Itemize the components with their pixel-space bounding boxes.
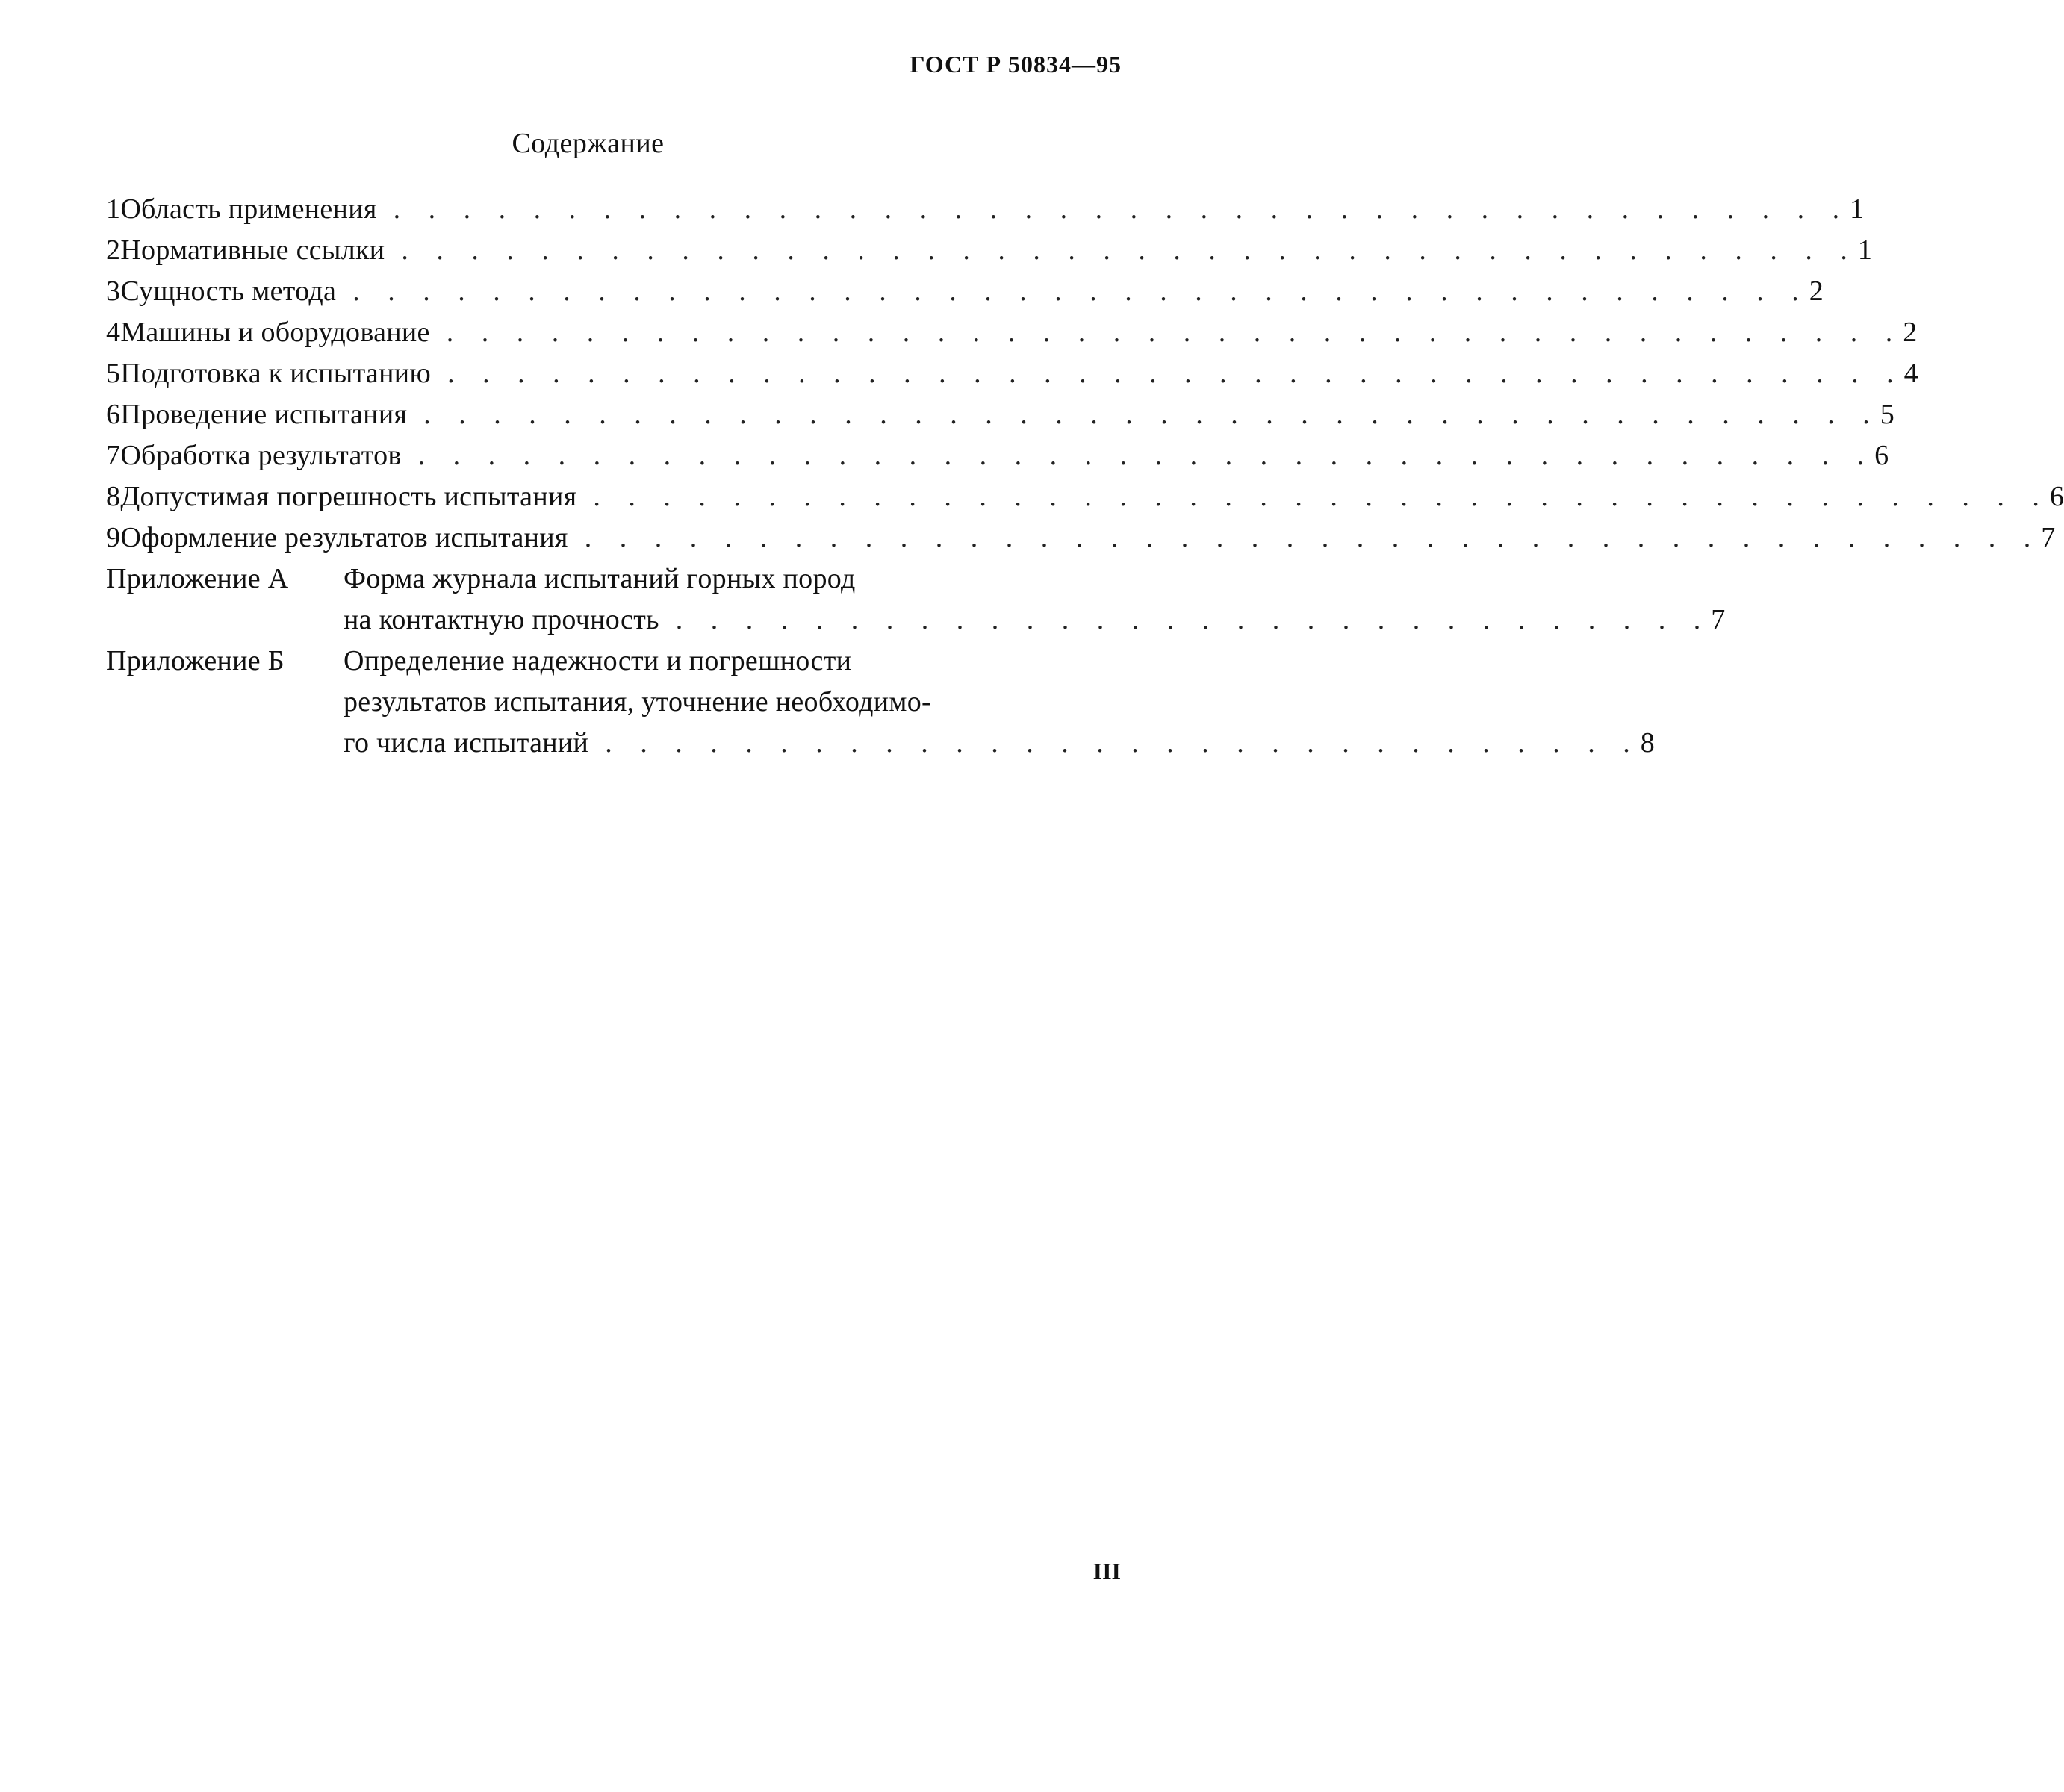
table-of-contents bbox=[106, 193, 2064, 768]
toc-entry[interactable] bbox=[106, 193, 1865, 234]
toc-leader-dots: . . . . . . . . . . . . . . . . . . . . . . . . . . . . . . . . . . . . . . . . . . bbox=[446, 317, 1903, 348]
appendix-line bbox=[344, 603, 1726, 644]
toc-entry-number: 2 bbox=[106, 234, 121, 266]
toc-entry[interactable] bbox=[106, 480, 2064, 521]
toc-entry[interactable] bbox=[106, 521, 2056, 562]
toc-entry-page: 7 bbox=[1711, 604, 1726, 635]
toc-entry[interactable] bbox=[106, 439, 1889, 480]
toc-appendix-entry[interactable] bbox=[106, 644, 1656, 768]
toc-entry[interactable] bbox=[106, 357, 1918, 398]
toc-entry-page: 6 bbox=[2049, 481, 2064, 512]
toc-entry-page: 6 bbox=[1874, 440, 1889, 471]
standard-code: ГОСТ Р 50834—95 bbox=[910, 51, 1122, 78]
toc-entry[interactable] bbox=[106, 275, 1824, 316]
toc-entry-label: Сущность метода bbox=[120, 276, 337, 307]
toc-entry-label: Оформление результатов испытания bbox=[120, 522, 568, 553]
toc-leader-dots: . . . . . . . . . . . . . . . . . . . . . . . . . . . . . . . . . . . . . . . . . . bbox=[401, 234, 1858, 266]
appendix-line bbox=[344, 727, 1655, 768]
toc-entry-page: 1 bbox=[1857, 234, 1873, 266]
toc-leader-dots: . . . . . . . . . . . . . . . . . . . . . . . . . . . . . . . . . . . . . . . . . . bbox=[352, 276, 1809, 307]
toc-entry-page: 4 bbox=[1903, 358, 1918, 389]
toc-entry-label: Машины и оборудование bbox=[120, 317, 430, 348]
toc-leader-dots: . . . . . . . . . . . . . . . . . . . . . . . . . . . . . . . . . . . . . . . . . . bbox=[584, 522, 2042, 553]
toc-entry-number: 4 bbox=[106, 317, 121, 348]
toc-entry[interactable] bbox=[106, 316, 1918, 357]
toc-entry-page: 2 bbox=[1809, 276, 1824, 307]
appendix-prefix: Приложение Б bbox=[106, 645, 285, 676]
appendix-line-text: Форма журнала испытаний горных пород bbox=[344, 563, 856, 594]
toc-entry-number: 3 bbox=[106, 276, 121, 307]
toc-entry-number: 9 bbox=[106, 522, 121, 553]
toc-leader-dots: . . . . . . . . . . . . . . . . . . . . . . . . . . . . . . . . . . . . . . . . . . bbox=[417, 440, 1875, 471]
toc-entry-number: 6 bbox=[106, 399, 121, 430]
appendix-line-text: результатов испытания, уточнение необходимо- bbox=[344, 686, 931, 718]
appendix-line bbox=[344, 685, 1655, 727]
toc-entry-number: 7 bbox=[106, 440, 121, 471]
page-number: III bbox=[1092, 1558, 1121, 1584]
toc-leader-dots: . . . . . . . . . . . . . . . . . . . . . . . . . . . . . . . . . . . . . . . . . . bbox=[447, 358, 1904, 389]
appendix-prefix: Приложение А bbox=[106, 563, 289, 594]
toc-entry-number: 5 bbox=[106, 358, 121, 389]
appendix-body bbox=[344, 562, 1726, 644]
toc-entry-label: Область применения bbox=[120, 193, 377, 225]
appendix-line-text: на контактную прочность bbox=[344, 604, 659, 635]
toc-entry-page: 7 bbox=[2041, 522, 2056, 553]
toc-entry-page: 8 bbox=[1640, 727, 1656, 759]
appendix-line-text: Определение надежности и погрешности bbox=[344, 645, 852, 676]
toc-entry-page: 5 bbox=[1880, 399, 1895, 430]
toc-leader-dots: . . . . . . . . . . . . . . . . . . . . . . . . . . . . . . bbox=[605, 727, 1641, 759]
toc-entry[interactable] bbox=[106, 398, 1895, 439]
toc-leader-dots: . . . . . . . . . . . . . . . . . . . . . . . . . . . . . . . . . . . . . . . . . . bbox=[593, 481, 2050, 512]
toc-entry-page: 2 bbox=[1903, 317, 1918, 348]
toc-leader-dots: . . . . . . . . . . . . . . . . . . . . . . . . . . . . . . . . . . . . . . . . . . bbox=[393, 193, 1850, 225]
toc-title: Содержание bbox=[512, 128, 665, 159]
toc-entry-label: Допустимая погрешность испытания bbox=[120, 481, 577, 512]
toc-entry[interactable] bbox=[106, 234, 1873, 275]
toc-leader-dots: . . . . . . . . . . . . . . . . . . . . . . . . . . . . . . bbox=[675, 604, 1712, 635]
toc-entry-label: Обработка результатов bbox=[120, 440, 402, 471]
appendix-line-text: го числа испытаний bbox=[344, 727, 589, 759]
appendix-body bbox=[344, 644, 1655, 768]
toc-entry-page: 1 bbox=[1850, 193, 1865, 225]
toc-appendix-entry[interactable] bbox=[106, 562, 1726, 644]
toc-entry-number: 1 bbox=[106, 193, 121, 225]
toc-leader-dots: . . . . . . . . . . . . . . . . . . . . . . . . . . . . . . . . . . . . . . . . . . bbox=[423, 399, 1880, 430]
toc-entry-label: Нормативные ссылки bbox=[120, 234, 385, 266]
appendix-line bbox=[344, 644, 1655, 685]
toc-entry-number: 8 bbox=[106, 481, 121, 512]
toc-entry-label: Подготовка к испытанию bbox=[120, 358, 432, 389]
appendix-line bbox=[344, 562, 1726, 603]
toc-entry-label: Проведение испытания bbox=[120, 399, 408, 430]
